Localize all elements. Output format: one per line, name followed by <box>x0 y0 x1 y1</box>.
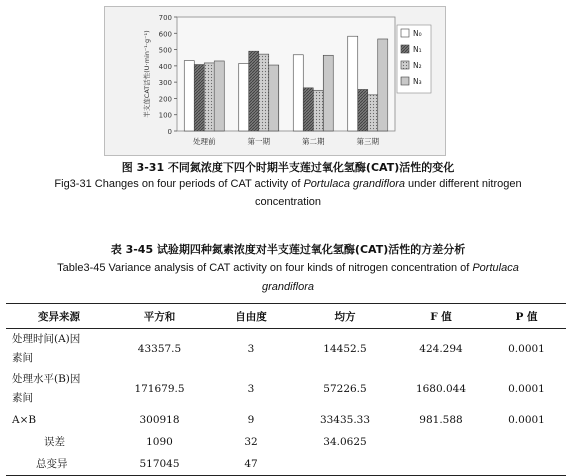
bar <box>313 90 323 131</box>
figure-caption-en-part1: Fig3-31 Changes on four periods of CAT activity of <box>54 178 304 190</box>
bar <box>348 36 358 131</box>
bar <box>303 88 313 131</box>
header-ss: 平方和 <box>112 304 207 329</box>
table-row <box>6 409 566 431</box>
cell-f <box>395 453 487 476</box>
y-tick-label: 600 <box>158 30 172 39</box>
table-caption-en-species2: grandiflora <box>262 281 314 293</box>
table-header-row <box>6 304 566 329</box>
y-tick-label: 200 <box>158 95 172 104</box>
legend-swatch <box>401 45 409 53</box>
anova-table <box>6 303 566 476</box>
bar <box>239 63 249 131</box>
legend-swatch <box>401 29 409 37</box>
source-line2: 素间 <box>12 392 33 404</box>
source-line2: 素间 <box>12 352 33 364</box>
table-caption-cn: 表 3-45 试验期四种氮素浓度对半支莲过氧化氢酶(CAT)活性的方差分析 <box>110 243 466 256</box>
figure-caption-cn: 图 3-31 不同氮浓度下四个时期半支莲过氧化氢酶(CAT)活性的变化 <box>121 161 455 174</box>
cell-p: 0.0001 <box>508 383 545 395</box>
cell-source: A×B <box>12 413 37 426</box>
cell-p: 0.0001 <box>508 414 545 426</box>
header-p: P 值 <box>487 304 566 329</box>
chart-frame <box>104 6 446 156</box>
cell-ss: 43357.5 <box>137 343 182 355</box>
legend-swatch <box>401 77 409 85</box>
figure-caption-en-line2: concentration <box>254 196 322 208</box>
legend-label: N₃ <box>413 77 422 86</box>
cell-ss: 517045 <box>112 453 207 476</box>
cell-source <box>6 369 112 409</box>
header-f: F 值 <box>395 304 487 329</box>
legend-swatch <box>401 61 409 69</box>
table-row <box>6 431 566 453</box>
cell-source <box>6 329 112 370</box>
cell-p: 0.0001 <box>508 343 545 355</box>
y-tick-label: 400 <box>158 62 172 71</box>
table-caption-en-line2 <box>0 281 576 293</box>
cell-source: 总变异 <box>6 453 112 476</box>
bar <box>259 54 269 131</box>
cell-df: 9 <box>247 414 255 426</box>
x-tick-label: 第一期 <box>247 137 270 146</box>
header-source: 变异来源 <box>6 304 112 329</box>
cell-ms: 33435.33 <box>319 414 371 426</box>
bar <box>249 51 259 131</box>
cell-df: 3 <box>247 343 255 355</box>
legend-label: N₁ <box>413 45 422 54</box>
figure-caption-en-species: Portulaca grandiflora <box>303 178 405 190</box>
cell-ss: 1090 <box>146 436 173 448</box>
header-ms: 均方 <box>295 304 395 329</box>
legend-label: N₂ <box>413 61 422 70</box>
cell-ms <box>295 453 395 476</box>
bar <box>214 61 224 131</box>
y-tick-label: 500 <box>158 46 172 55</box>
cell-f: 981.588 <box>419 414 463 426</box>
cell-f <box>395 431 487 453</box>
cell-ss: 171679.5 <box>134 383 185 395</box>
y-axis-label: 半支莲CAT活性(U·min⁻¹·g⁻¹) <box>143 30 151 118</box>
figure-caption-en <box>0 178 576 190</box>
cell-df: 32 <box>244 436 258 448</box>
y-tick-label: 300 <box>158 79 172 88</box>
bar <box>184 61 194 131</box>
cell-source: 误差 <box>44 435 65 448</box>
cell-f: 1680.044 <box>415 383 467 395</box>
y-tick-label: 100 <box>158 111 172 120</box>
bar <box>368 95 378 131</box>
bar <box>358 89 368 131</box>
bar <box>194 65 204 131</box>
bar-chart <box>105 7 445 155</box>
x-tick-label: 处理前 <box>193 137 216 146</box>
bar <box>269 65 279 131</box>
cell-ms: 57226.5 <box>323 383 367 395</box>
source-line1: 处理水平(B)因 <box>12 373 81 385</box>
cell-df: 47 <box>207 453 295 476</box>
bar <box>204 63 214 131</box>
cell-ms: 34.0625 <box>323 436 367 448</box>
figure-caption-en-part2: under different nitrogen <box>404 178 522 190</box>
legend-label: N₀ <box>413 29 422 38</box>
table-caption-en-species: Portulaca <box>472 262 519 274</box>
cell-f: 424.294 <box>419 343 463 355</box>
table-row <box>6 369 566 409</box>
cell-df: 3 <box>247 383 255 395</box>
bar <box>323 55 333 131</box>
cell-p <box>487 431 566 453</box>
bar <box>293 55 303 131</box>
cell-p <box>487 453 566 476</box>
header-df: 自由度 <box>207 304 295 329</box>
source-line1: 处理时间(A)因 <box>12 333 81 345</box>
cell-ms: 14452.5 <box>323 343 367 355</box>
y-tick-label: 0 <box>167 128 172 136</box>
table-row <box>6 453 566 476</box>
table-row <box>6 329 566 370</box>
bar <box>378 39 388 131</box>
y-tick-label: 700 <box>158 14 172 22</box>
table-caption-en <box>0 262 576 274</box>
x-tick-label: 第三期 <box>356 137 379 146</box>
x-tick-label: 第二期 <box>302 137 325 146</box>
cell-ss: 300918 <box>139 414 180 426</box>
table-caption-en-part1: Table3-45 Variance analysis of CAT activity on four kinds of nitrogen concentration of <box>57 262 473 274</box>
